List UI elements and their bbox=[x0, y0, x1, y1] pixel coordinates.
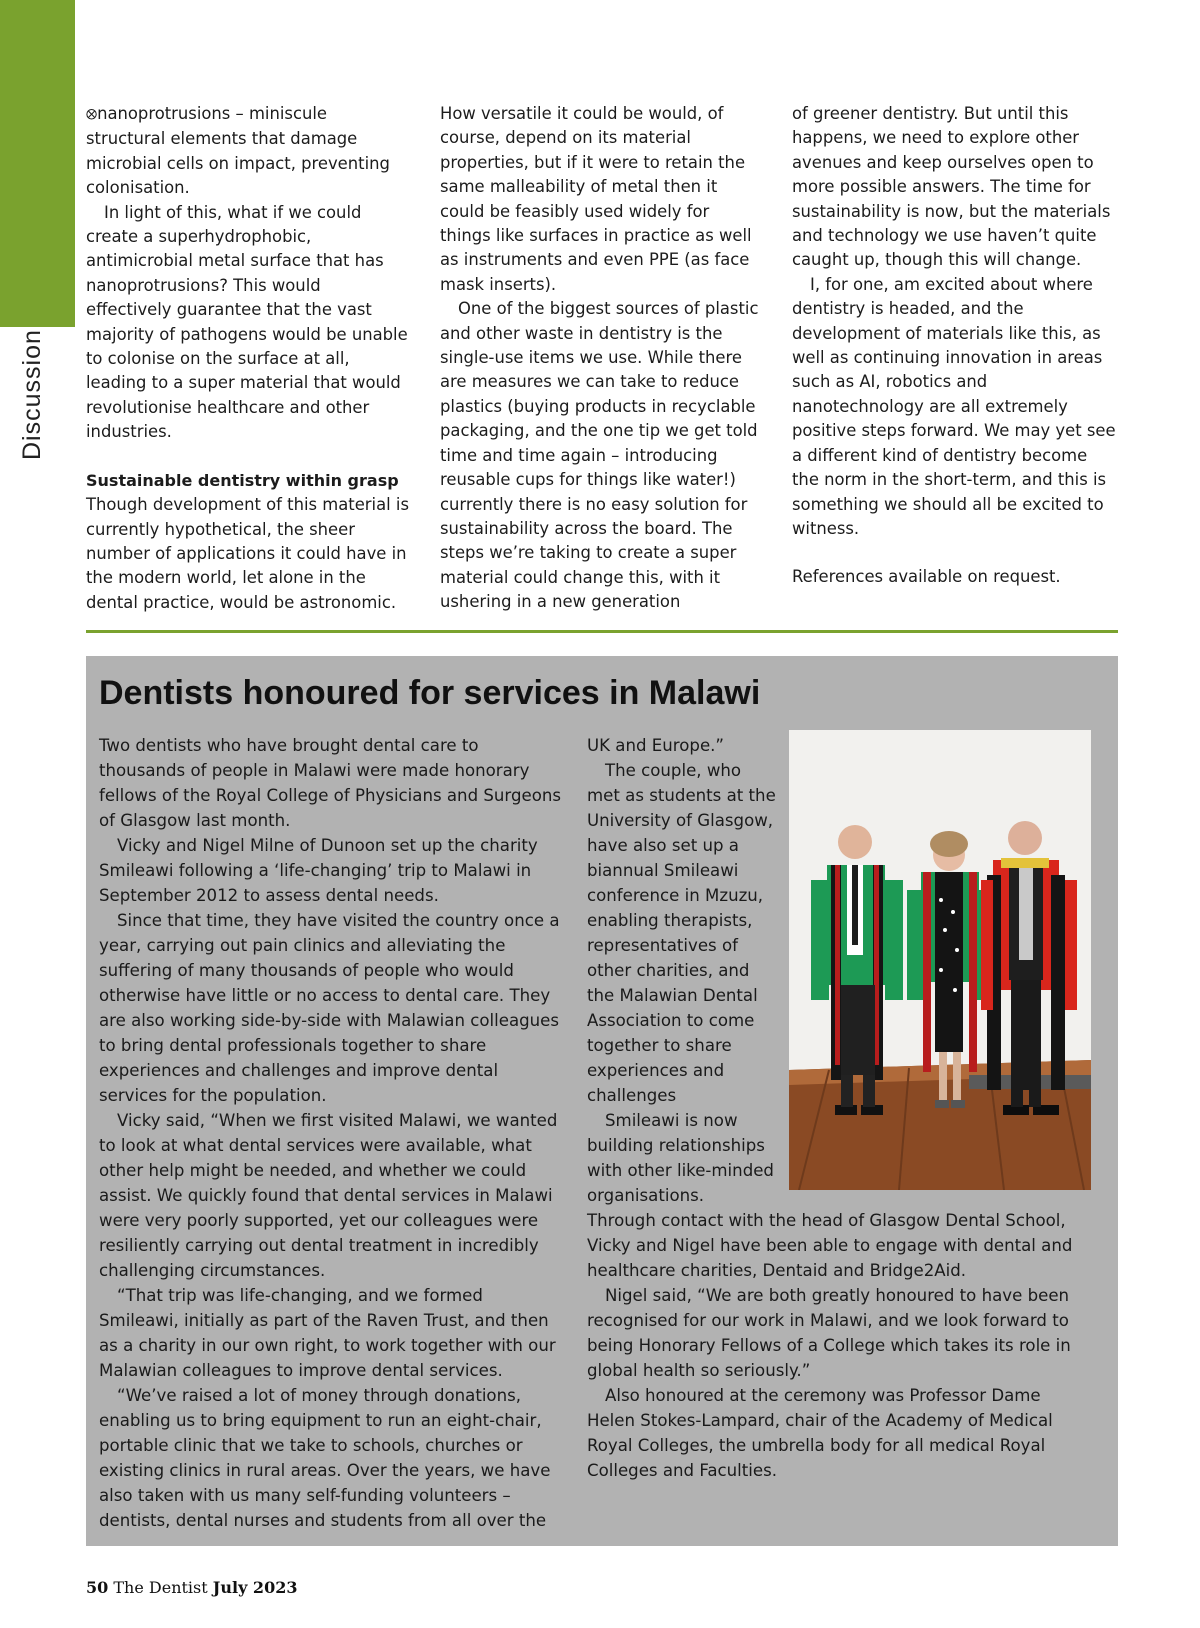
news-box bbox=[86, 656, 1118, 1546]
news-paragraph: Smileawi is now building relationships with other like-minded organisations. Through contact with the head of Glasgow Dental School, Vicky and Nigel have been able to engage with dental and healthcare charities, Dentaid and Bridge2Aid. bbox=[587, 1111, 1073, 1280]
article-paragraph: ⭙nanoprotrusions – miniscule structural elements that damage microbial cells on impact, preventing colonisation. bbox=[86, 104, 390, 198]
issue-date: July 2023 bbox=[212, 1578, 298, 1597]
news-paragraph: Vicky and Nigel Milne of Dunoon set up the charity Smileawi following a ‘life-changing’ trip to Malawi in September 2012 to assess dental needs. bbox=[99, 836, 538, 905]
page-footer bbox=[86, 1578, 297, 1597]
section-label: Discussion bbox=[18, 329, 46, 460]
news-column-1 bbox=[99, 733, 564, 1533]
section-divider bbox=[86, 630, 1118, 633]
news-paragraph: Since that time, they have visited the country once a year, carrying out pain clinics and alleviating the suffering of many thousands of people who would otherwise have little or no access to dental care. They are also working side-by-side with Malawian colleagues to bring dental professionals together to share experiences and challenges and improve dental services for the population. bbox=[99, 911, 560, 1105]
article-column-1 bbox=[86, 102, 411, 615]
publication-name: The Dentist bbox=[113, 1578, 208, 1597]
article-paragraph: of greener dentistry. But until this happens, we need to explore other avenues and keep ourselves open to more possible answers. The time for sustainability is now, but the materials and technology we use haven’t quite caught up, though this will change. bbox=[792, 104, 1111, 270]
article-column-3 bbox=[792, 102, 1117, 590]
references-note: References available on request. bbox=[792, 567, 1061, 587]
article-paragraph: I, for one, am excited about where dentistry is headed, and the development of materials like this, as well as continuing innovation in areas such as AI, robotics and nanotechnology are all extremely positive steps forward. We may yet see a different kind of dentistry become the norm in the short-term, and this is something we should all be excited to witness. bbox=[792, 274, 1116, 538]
news-paragraph: Vicky said, “When we first visited Malawi, we wanted to look at what dental services were available, what other help might be needed, and whether we could assist. We quickly found that dental services in Malawi were very poorly supported, yet our colleagues were resiliently carrying out dental treatment in incredibly challenging circumstances. bbox=[99, 1111, 558, 1280]
article-paragraph: Though development of this material is currently hypothetical, the sheer number of applications it could have in the modern world, let alone in the dental practice, would be astronomic. bbox=[86, 495, 409, 612]
news-paragraph: Also honoured at the ceremony was Professor Dame Helen Stokes-Lampard, chair of the Academy of Medical Royal Colleges, the umbrella body for all medical Royal Colleges and Faculties. bbox=[587, 1386, 1053, 1480]
article-paragraph: One of the biggest sources of plastic and other waste in dentistry is the single-use items we use. While there are measures we can take to reduce plastics (buying products in recyclable packaging, and the one tip we get told time and time again – introducing reusable cups for things like water!) currently there is no easy solution for sustainability across the board. The steps we’re taking to create a super material could change this, with it ushering in a new generation bbox=[440, 299, 759, 612]
news-paragraph: Two dentists who have brought dental care to thousands of people in Malawi were made honorary fellows of the Royal College of Physicians and Surgeons of Glasgow last month. bbox=[99, 736, 562, 830]
article-column-2 bbox=[440, 102, 765, 615]
news-paragraph: Nigel said, “We are both greatly honoured to have been recognised for our work in Malawi, and we look forward to being Honorary Fellows of a College which takes its role in global health so seriously.” bbox=[587, 1286, 1071, 1380]
news-paragraph: “We’ve raised a lot of money through donations, enabling us to bring equipment to run an eight-chair, portable clinic that we take to schools, churches or existing clinics in rural areas. Over the years, we have also taken with us many self-funding volunteers – dentists, dental nurses and students from all over the bbox=[99, 1386, 551, 1530]
news-paragraph: “That trip was life-changing, and we formed Smileawi, initially as part of the Raven Trust, and then as a charity in our own right, to work together with our Malawian colleagues to improve dental services. bbox=[99, 1286, 556, 1380]
page-number: 50 bbox=[86, 1578, 109, 1597]
news-paragraph: The couple, who met as students at the University of Glasgow, have also set up a biannual Smileawi conference in Mzuzu, enabling therapists, representatives of other charities, and the Malawian Dental Association to come together to share experiences and challenges bbox=[587, 761, 776, 1105]
article-subheading: Sustainable dentistry within grasp bbox=[86, 470, 399, 490]
article-paragraph: How versatile it could be would, of course, depend on its material properties, but if it were to retain the same malleability of metal then it could be feasibly used widely for things like surfaces in practice as well as instruments and even PPE (as face mask inserts). bbox=[440, 104, 752, 294]
article-paragraph: In light of this, what if we could create a superhydrophobic, antimicrobial metal surface that has nanoprotrusions? This would effectively guarantee that the vast majority of pathogens would be unable to colonise on the surface at all, leading to a super material that would revolutionise healthcare and other industries. bbox=[86, 202, 408, 442]
continued-arrow-icon: ⭙ bbox=[86, 107, 98, 123]
news-headline: Dentists honoured for services in Malawi bbox=[99, 674, 761, 712]
section-color-tab bbox=[0, 0, 75, 327]
news-paragraph: UK and Europe.” bbox=[587, 736, 725, 755]
ceremony-photo bbox=[789, 730, 1091, 1190]
